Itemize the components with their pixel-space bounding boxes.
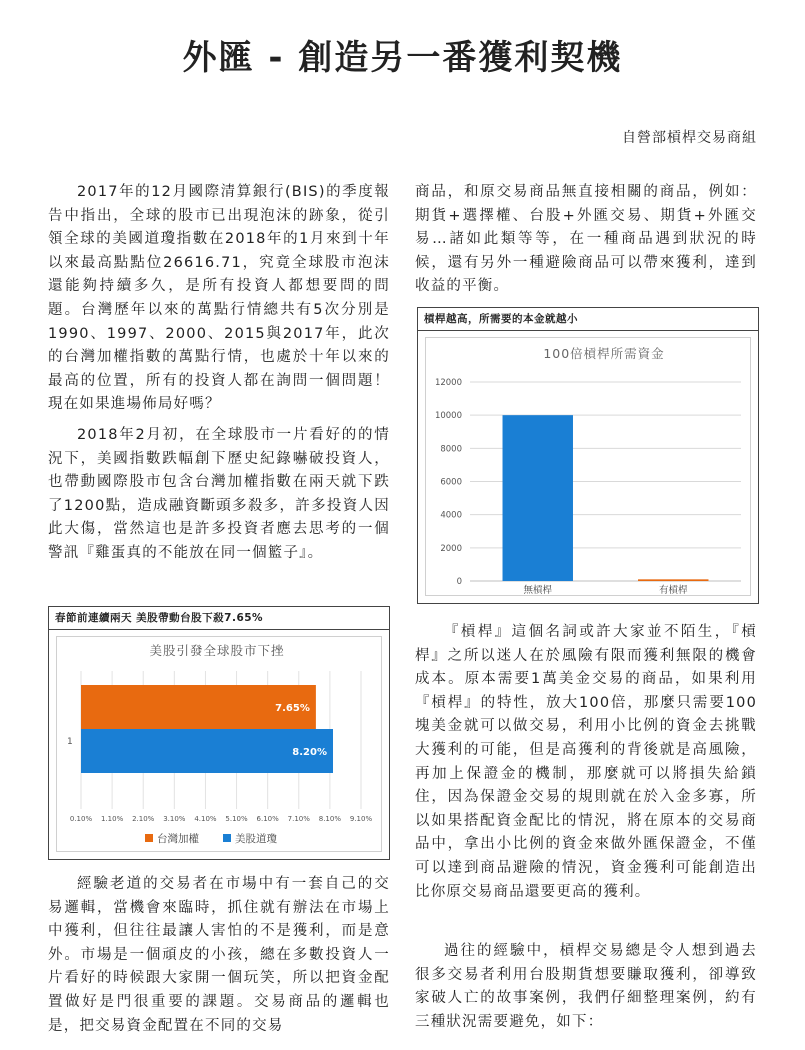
- x-tick-label: 無槓桿: [523, 585, 553, 595]
- x-tick-label: 6.10%: [256, 815, 279, 823]
- left-column-top: [48, 181, 390, 566]
- legend-label-taiwan: 台灣加權: [157, 833, 199, 845]
- x-tick-label: 2.10%: [132, 815, 155, 823]
- x-tick-label: 7.10%: [287, 815, 310, 823]
- y-tick-label: 0: [456, 577, 462, 587]
- paragraph: 2018年2月初，在全球股市一片看好的的情況下，美國指數跌幅創下歷史紀錄嚇破投資人，也帶動國際股市包含台灣加權指數在兩天就下跌了1200點，造成融資斷頭多殺多，許多投資人因此大傷，當然這也是許多投資者應去思考的一個警訊『雞蛋真的不能放在同一個籃子』。: [48, 426, 390, 561]
- y-tick-label: 2000: [440, 543, 462, 554]
- page-title: 外匯 - 創造另一番獲利契機: [182, 38, 623, 78]
- x-tick-label: 0.10%: [69, 815, 93, 823]
- x-tick-label: 8.10%: [318, 815, 342, 823]
- x-tick-label: 1.10%: [100, 815, 124, 823]
- x-tick-label: 9.10%: [349, 815, 373, 823]
- paragraph: 過往的經驗中，槓桿交易總是令人想到過去很多交易者利用台股期貨想要賺取獲利，卻導致家破人亡的故事案例，我們仔細整理案例，約有三種狀況需要避免，如下：: [415, 943, 757, 1030]
- horizontal-bar-chart: [57, 637, 381, 851]
- right-column-top: [415, 181, 757, 299]
- y-tick-label: 8000: [440, 444, 462, 455]
- data-label: 7.65%: [275, 703, 310, 714]
- y-tick-label: 10000: [434, 411, 462, 422]
- chart-title: 100倍槓桿所需資金: [543, 346, 665, 361]
- chart-stock-drop: [48, 606, 390, 860]
- x-tick-label: 4.10%: [194, 815, 217, 823]
- chart-header: 春節前連續兩天 美股帶動台股下殺7.65%: [49, 607, 389, 630]
- paragraph: 經驗老道的交易者在市場中有一套自己的交易邏輯，當機會來臨時，抓住就有辦法在市場上中獲利，但往往最讓人害怕的不是獲利，而是意外。市場是一個頑皮的小孩，總在多數投資人一片看好的時候跟大家開一個玩笑，所以把資金配置做好是門很重要的課題。交易商品的邏輯也是，把交易資金配置在不同的交易: [48, 876, 390, 1034]
- paragraph: 『槓桿』這個名詞或許大家並不陌生，『槓桿』之所以迷人在於風險有限而獲利無限的機會成本。原本需要1萬美金交易的商品，如果利用『槓桿』的特性，放大100倍，那麼只需要100塊美金就可以做交易，利用小比例的資金去挑戰大獲利的可能，但是高獲利的背後就是高風險，再加上保證金的機制，那麼就可以將損失給鎖住，因為保證金交易的規則就在於入金多寡，所以如果搭配資金配比的情況，將在原本的交易商品中，拿出小比例的資金來做外匯保證金，不僅可以達到商品避險的情況，資金獲利可能創造出比你原交易商品還要更高的獲利。: [415, 624, 757, 900]
- y-tick-label: 6000: [440, 477, 462, 488]
- left-column-bottom: [48, 873, 390, 1038]
- chart-plot-frame: [425, 337, 751, 596]
- chart-title: 美股引發全球股市下挫: [149, 643, 285, 658]
- paragraph: 2017年的12月國際清算銀行(BIS)的季度報告中指出，全球的股市已出現泡沫的跡象，從引領全球的美國道瓊指數在2018年的1月來到十年以來最高點點位26616.71，究竟全球股市泡沫還能夠持續多久，是所有投資人都想要問的問題。台灣歷年以來的萬點行情總共有5次分別是1990、1997、2000、2015與2017年，此次的台灣加權指數的萬點行情，也處於十年以來的最高的位置，所有的投資人都在詢問一個問題！現在如果進場佈局好嗎？: [48, 184, 390, 413]
- paragraph: 商品，和原交易商品無直接相關的商品，例如：期貨+選擇權、台股+外匯交易、期貨+外匯交易…諸如此類等等，在一種商品遇到狀況的時候，還有另外一種避險商品可以帶來獲利，達到收益的平衡。: [415, 184, 757, 295]
- chart-leverage-capital: [417, 307, 759, 604]
- data-label: 8.20%: [292, 747, 327, 758]
- author-line: 自營部槓桿交易商組: [622, 130, 757, 146]
- bar-leverage: [638, 579, 708, 581]
- bar-no-leverage: [503, 415, 573, 581]
- right-column-bottom: [415, 940, 757, 1034]
- y-tick-label: 4000: [440, 510, 462, 521]
- legend-swatch-taiwan: [145, 834, 153, 842]
- chart-plot-frame: [56, 636, 382, 852]
- legend-swatch-dow: [223, 834, 231, 842]
- right-column-middle: [415, 621, 757, 904]
- x-tick-label: 有槓桿: [658, 585, 688, 595]
- x-tick-label: 3.10%: [163, 815, 186, 823]
- vertical-bar-chart: [426, 338, 750, 595]
- x-tick-label: 5.10%: [225, 815, 248, 823]
- y-tick-label: 12000: [434, 378, 462, 388]
- chart-header: 槓桿越高，所需要的本金就越小: [418, 308, 758, 331]
- legend-label-dow: 美股道瓊: [235, 833, 277, 845]
- category-label: 1: [67, 737, 73, 747]
